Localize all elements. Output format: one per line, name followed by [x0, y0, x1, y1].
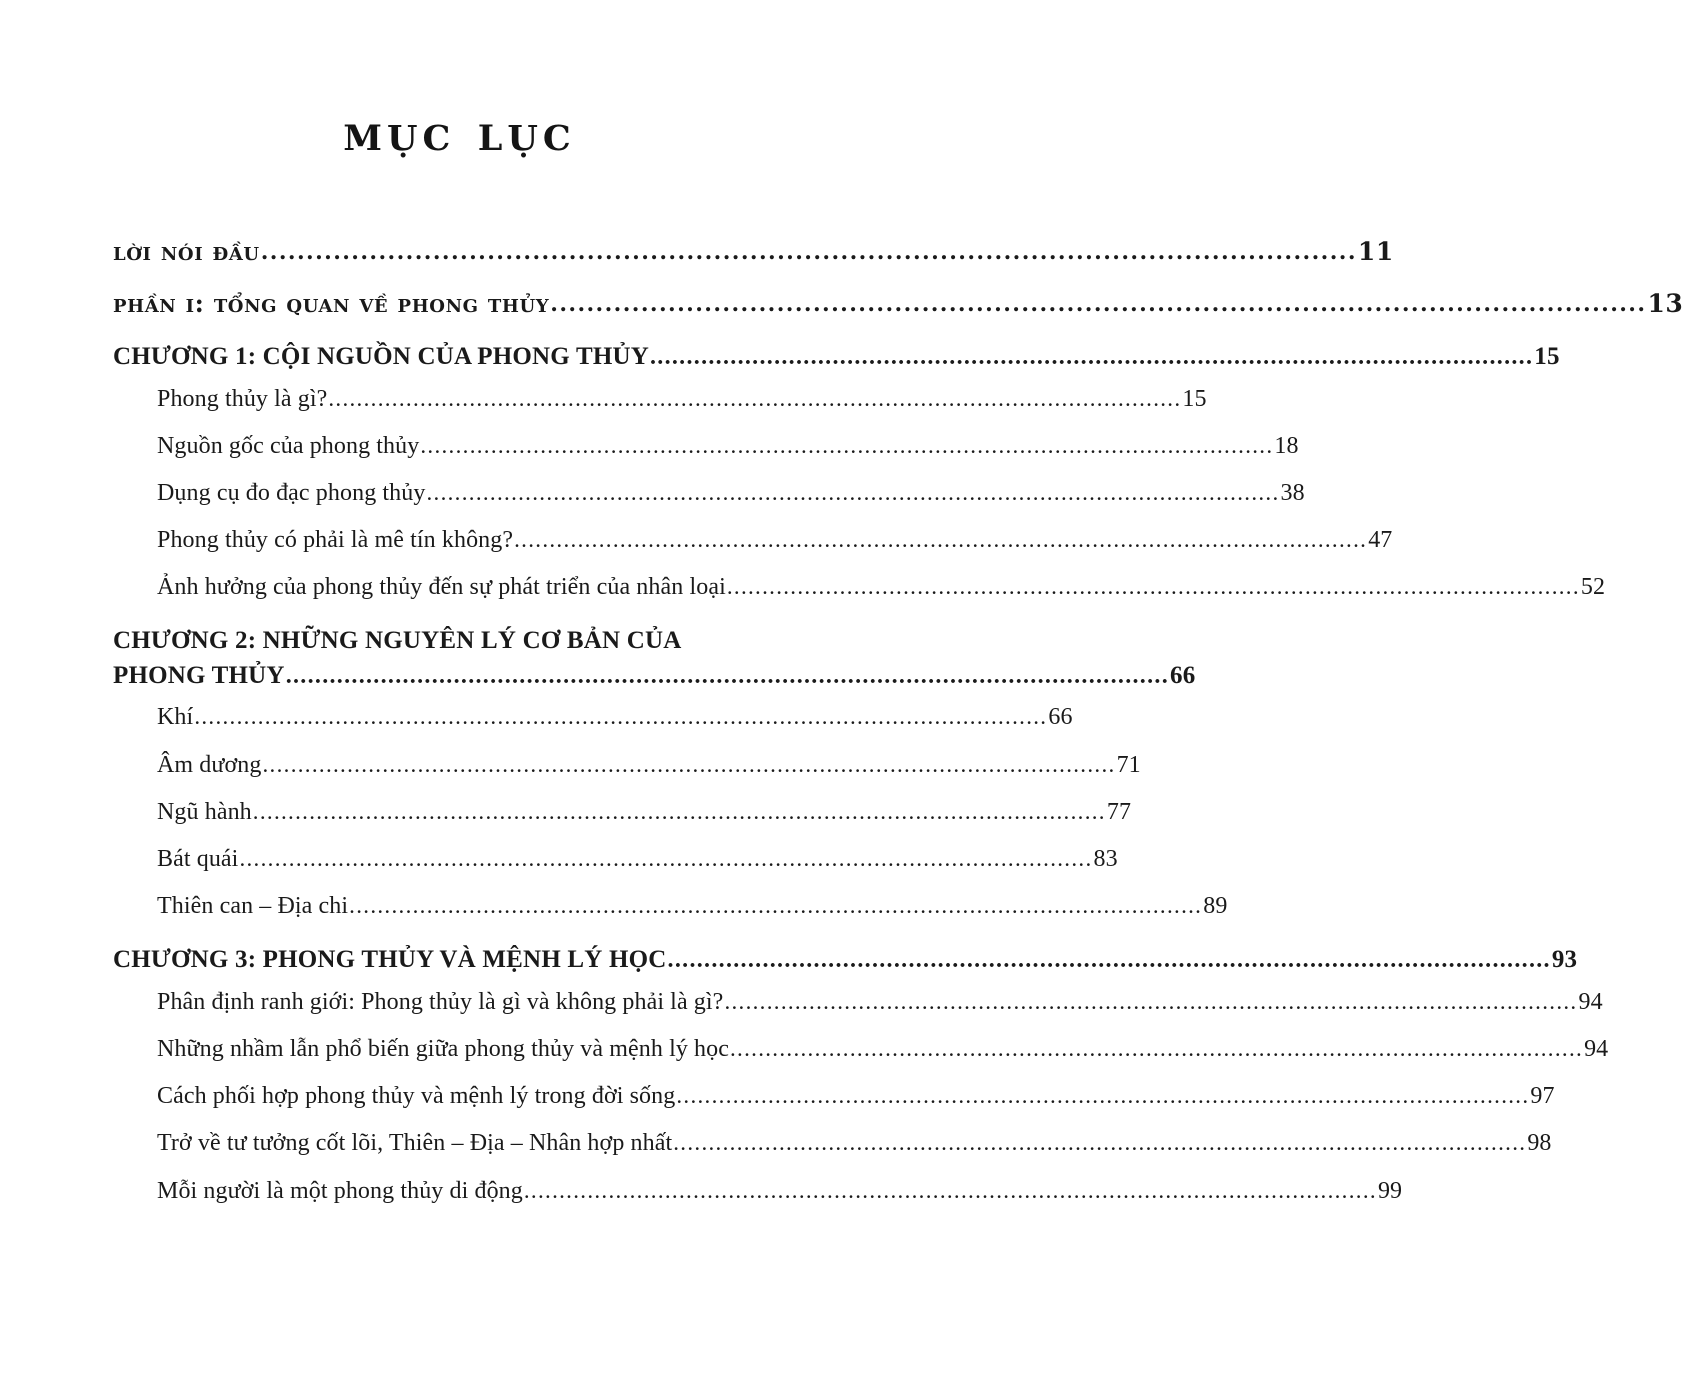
toc-entry-page: 83	[1093, 846, 1118, 872]
toc-entry-label: Phong thủy là gì?	[157, 385, 328, 412]
toc-entry-label: Mỗi người là một phong thủy di động	[157, 1177, 523, 1204]
toc-entry-label: Phân định ranh giới: Phong thủy là gì và không phải là gì?	[157, 988, 724, 1015]
dot-leader: .........................................................................................................................	[426, 479, 1280, 505]
dot-leader: .........................................................................................................................	[420, 432, 1274, 458]
toc-front-matter-row[interactable]	[113, 236, 1394, 268]
dot-leader: .........................................................................................................................	[349, 893, 1203, 919]
toc-chapter-group	[113, 944, 1609, 1206]
toc-entry-row[interactable]	[157, 987, 1603, 1018]
toc-entry-row[interactable]	[157, 1034, 1609, 1065]
toc-entry-page: 94	[1578, 988, 1603, 1015]
toc-chapter-page: 66	[1170, 661, 1196, 689]
toc-list	[113, 236, 1683, 1223]
toc-entry-page: 98	[1527, 1130, 1552, 1157]
toc-entry-label: Khí	[157, 704, 194, 731]
toc-entry-label: Trở về tư tưởng cốt lõi, Thiên – Địa – Nhân hợp nhất	[157, 1130, 673, 1157]
dot-leader: .........................................................................................................................	[260, 239, 1357, 265]
toc-entry-row[interactable]	[157, 572, 1606, 603]
toc-entry-label: Nguồn gốc của phong thủy	[157, 432, 420, 459]
toc-entry-page: 11	[1357, 237, 1394, 266]
toc-entry-page: 15	[1182, 385, 1207, 412]
toc-chapter-page: 93	[1551, 946, 1578, 974]
toc-chapter-label: CHƯƠNG 1: CỘI NGUỒN CỦA PHONG THỦY	[113, 343, 649, 370]
toc-entry-row[interactable]	[157, 431, 1299, 462]
toc-entry-label: lời nói đầu	[113, 237, 260, 266]
toc-chapter-label: CHƯƠNG 2: NHỮNG NGUYÊN LÝ CƠ BẢN CỦA	[113, 627, 682, 655]
toc-entry-page: 99	[1377, 1177, 1403, 1204]
dot-leader: .........................................................................................................................	[252, 798, 1106, 824]
toc-entry-page: 47	[1368, 527, 1393, 554]
toc-entry-page: 52	[1580, 574, 1606, 601]
toc-chapter-heading-line[interactable]	[113, 625, 786, 658]
dot-leader: .........................................................................................................................	[285, 662, 1170, 689]
dot-leader: .........................................................................................................................	[262, 751, 1116, 777]
toc-chapter-group	[113, 625, 1228, 922]
toc-entry-row[interactable]	[157, 1128, 1552, 1159]
toc-entry-page: 66	[1048, 704, 1073, 731]
toc-entry-page: 77	[1106, 798, 1132, 825]
dot-leader: .........................................................................................................................	[523, 1177, 1377, 1203]
toc-entry-row[interactable]	[157, 525, 1393, 556]
toc-entry-page: 71	[1116, 751, 1141, 778]
toc-entry-label: Ảnh hưởng của phong thủy đến sự phát triển của nhân loại	[157, 574, 726, 601]
dot-leader: .........................................................................................................................	[667, 947, 1551, 974]
toc-entry-label: Những nhầm lẫn phổ biến giữa phong thủy và mệnh lý học	[157, 1036, 729, 1063]
toc-front-matter-row[interactable]	[113, 288, 1683, 320]
toc-chapter-page: 15	[1534, 343, 1560, 370]
toc-chapter-heading-line[interactable]	[113, 341, 1560, 374]
dot-leader: .........................................................................................................................	[328, 385, 1182, 411]
dot-leader: .........................................................................................................................	[239, 846, 1093, 871]
toc-chapter-group	[113, 341, 1606, 603]
toc-chapter-heading-line[interactable]	[113, 660, 1196, 693]
toc-entry-page: 18	[1274, 432, 1299, 459]
toc-entry-row[interactable]	[157, 1081, 1555, 1112]
dot-leader: .........................................................................................................................	[730, 1036, 1584, 1062]
toc-entry-row[interactable]	[157, 702, 1073, 733]
toc-entry-row[interactable]	[157, 384, 1207, 415]
toc-entry-page: 89	[1203, 893, 1228, 920]
dot-leader: .........................................................................................................................	[724, 988, 1578, 1014]
toc-entry-label: Dụng cụ đo đạc phong thủy	[157, 479, 426, 506]
dot-leader: .........................................................................................................................	[676, 1083, 1530, 1109]
toc-chapter-heading[interactable]	[113, 341, 1560, 374]
dot-leader: .........................................................................................................................	[194, 704, 1048, 730]
page-title: mục lục	[343, 103, 576, 162]
toc-entry-label: phần i: tổng quan về phong thủy	[113, 288, 550, 318]
dot-leader: .........................................................................................................................	[649, 344, 1534, 370]
toc-entry-label: Bát quái	[157, 846, 239, 872]
toc-chapter-heading[interactable]	[113, 625, 1196, 692]
toc-entry-label: Phong thủy có phải là mê tín không?	[157, 527, 514, 554]
toc-entry-label: Âm dương	[157, 751, 262, 778]
toc-entry-row[interactable]	[157, 891, 1228, 922]
toc-entry-row[interactable]	[157, 797, 1132, 828]
toc-entry-page: 13	[1647, 288, 1683, 318]
toc-entry-label: Thiên can – Địa chi	[157, 893, 349, 920]
toc-chapter-heading-line[interactable]	[113, 944, 1578, 977]
dot-leader: .........................................................................................................................	[550, 290, 1647, 317]
toc-entry-row[interactable]	[157, 1176, 1403, 1207]
toc-chapter-label: CHƯƠNG 3: PHONG THỦY VÀ MỆNH LÝ HỌC	[113, 946, 667, 974]
toc-entry-page: 38	[1280, 479, 1305, 506]
toc-entry-page: 94	[1584, 1036, 1609, 1063]
dot-leader: .........................................................................................................................	[673, 1130, 1527, 1156]
toc-entry-page: 97	[1530, 1083, 1555, 1110]
toc-entry-row[interactable]	[157, 478, 1305, 509]
toc-entry-row[interactable]	[157, 750, 1141, 781]
toc-entry-label: Ngũ hành	[157, 798, 252, 825]
dot-leader: .........................................................................................................................	[514, 527, 1368, 553]
dot-leader: .........................................................................................................................	[726, 574, 1580, 600]
toc-entry-label: Cách phối hợp phong thủy và mệnh lý trong đời sống	[157, 1083, 676, 1110]
toc-chapter-heading[interactable]	[113, 944, 1578, 977]
toc-entry-row[interactable]	[157, 844, 1118, 875]
toc-chapter-label: PHONG THỦY	[113, 661, 285, 689]
